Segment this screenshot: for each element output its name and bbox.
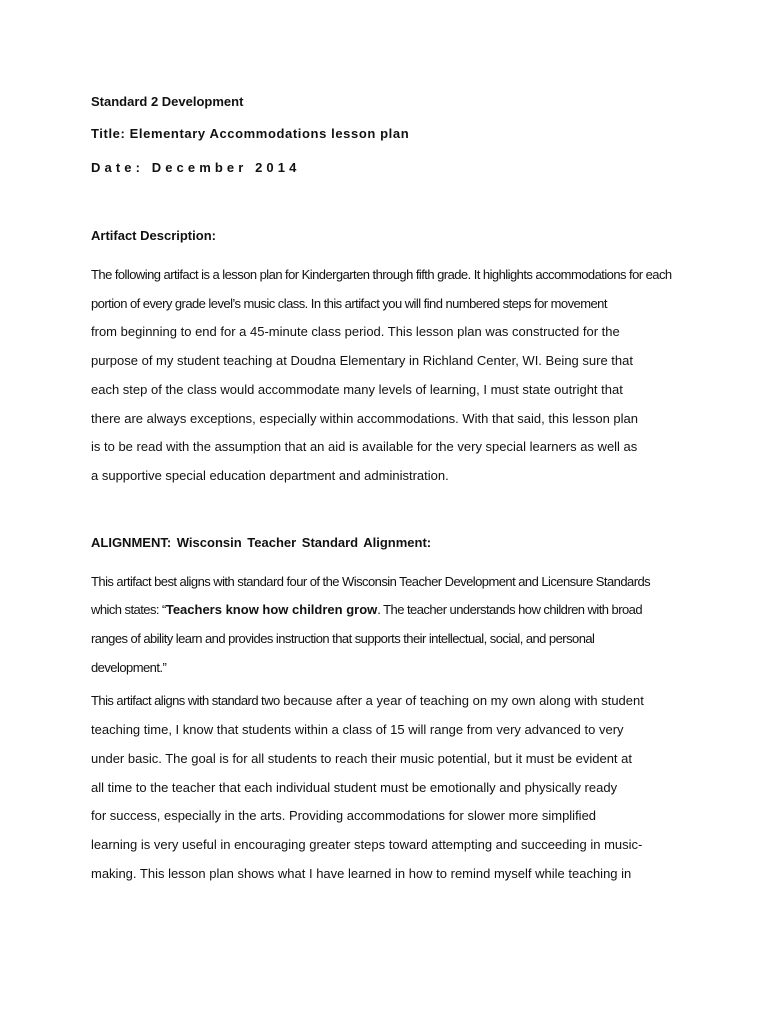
standard-bold-phrase: Teachers know how children grow	[165, 602, 378, 618]
reflection-paragraph	[91, 687, 691, 888]
paragraph-line: learning is very useful in encouraging greater steps toward attempting and succeeding in music-	[91, 836, 643, 852]
paragraph-line: under basic. The goal is for all students to reach their music potential, but it must be evident at	[91, 750, 632, 766]
paragraph-line: there are always exceptions, especially within accommodations. With that said, this lesson plan	[91, 410, 638, 426]
paragraph-line: each step of the class would accommodate many levels of learning, I must state outright that	[91, 381, 623, 397]
standard-quote-paragraph	[91, 568, 691, 683]
paragraph-line: purpose of my student teaching at Doudna Elementary in Richland Center, WI. Being sure that	[91, 353, 633, 369]
paragraph-line: The following artifact is a lesson plan for Kindergarten through fifth grade. It highlights accommodations for each	[91, 267, 672, 282]
reflection-prefix: This artifact aligns with standard two	[91, 693, 280, 709]
paragraph-line: all time to the teacher that each individual student must be emotionally and physically ready	[91, 779, 618, 795]
paragraph-line: from beginning to end for a 45-minute class period. This lesson plan was constructed for the	[91, 324, 620, 340]
paragraph-line: a supportive special education department and administration.	[91, 467, 449, 483]
quote-prefix: which states: “	[91, 602, 166, 618]
document-page	[91, 91, 691, 888]
paragraph-line	[91, 596, 691, 625]
paragraph-line: making. This lesson plan shows what I have learned in how to remind myself while teaching in	[91, 865, 632, 881]
paragraph-line: This artifact best aligns with standard four of the Wisconsin Teacher Development and Licensure Standards	[91, 573, 651, 589]
alignment-heading: ALIGNMENT: Wisconsin Teacher Standard Alignment:	[91, 534, 432, 550]
paragraph-line: teaching time, I know that students within a class of 15 will range from very advanced to very	[91, 722, 624, 738]
artifact-description-heading: Artifact Description:	[91, 228, 216, 243]
paragraph-line: development.”	[91, 659, 167, 675]
artifact-description-paragraph	[91, 261, 691, 491]
document-date: Date: December 2014	[91, 160, 301, 175]
paragraph-line: is to be read with the assumption that an aid is available for the very special learners as well as	[91, 439, 638, 455]
paragraph-line: for success, especially in the arts. Providing accommodations for slower more simplified	[91, 808, 597, 824]
paragraph-line: ranges of ability learn and provides instruction that supports their intellectual, social, and personal	[91, 631, 595, 647]
paragraph-line: portion of every grade level’s music class. In this artifact you will find numbered steps for movement	[91, 295, 607, 311]
reflection-suffix: because after a year of teaching on my own along with student	[279, 693, 644, 709]
document-title: Title: Elementary Accommodations lesson plan	[91, 126, 410, 141]
quote-suffix: . The teacher understands how children with broad	[377, 602, 643, 618]
paragraph-line	[91, 687, 691, 716]
document-header: Standard 2 Development	[91, 94, 244, 109]
